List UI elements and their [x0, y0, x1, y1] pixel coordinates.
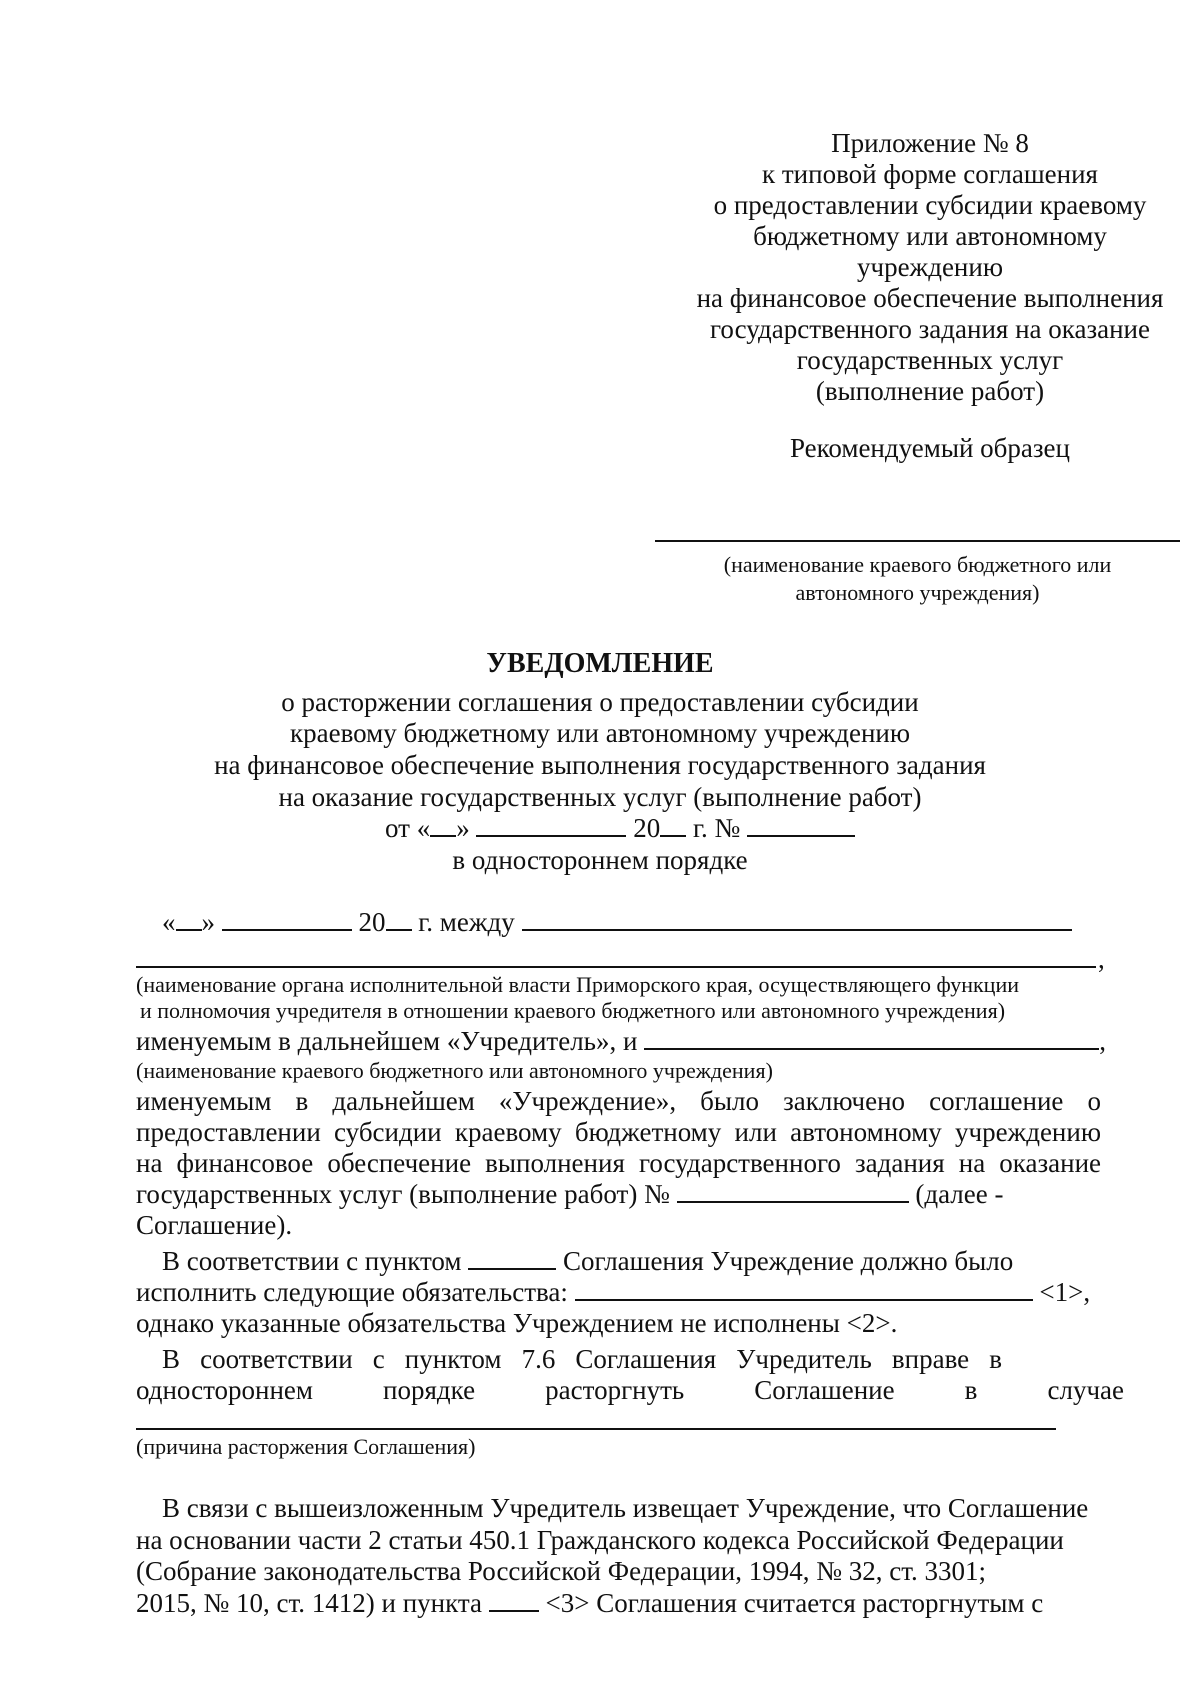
month-blank	[476, 813, 626, 837]
appendix-line: бюджетному или автономному	[753, 221, 1107, 251]
obligations-label: исполнить следующие обязательства:	[136, 1277, 568, 1307]
p3-line-2: одностороннем порядке расторгнуть Соглашение в случае	[136, 1375, 1124, 1405]
date-quote-close: »	[456, 813, 470, 843]
appendix-header	[660, 128, 1200, 464]
notice-number-blank	[747, 813, 855, 837]
founder-name-continuation-line	[136, 966, 1096, 968]
p4-line-3: (Собрание законодательства Российской Федерации, 1994, № 32, ст. 3301;	[136, 1556, 987, 1586]
institution-name-blank	[644, 1026, 1099, 1050]
institution-comma: ,	[1099, 1026, 1106, 1056]
notice-date-line	[385, 813, 855, 844]
founder-comma: ,	[1098, 944, 1105, 974]
year-blank	[660, 813, 686, 837]
p3-line-1: В соответствии с пунктом 7.6 Соглашения Учредитель вправе в	[162, 1344, 1002, 1374]
agreement-year-blank	[386, 907, 412, 931]
appendix-line: к типовой форме соглашения	[762, 159, 1098, 189]
day-blank	[430, 813, 456, 837]
reason-caption: (причина расторжения Соглашения)	[136, 1434, 476, 1459]
agreement-year-prefix: 20	[358, 907, 386, 937]
clause-3-blank	[489, 1588, 539, 1612]
recipient-caption-2: автономного учреждения)	[795, 580, 1040, 605]
notice-title: УВЕДОМЛЕНИЕ	[486, 648, 714, 679]
agreement-day-blank	[176, 907, 202, 931]
obligation-label: Соглашения Учреждение должно было	[562, 1246, 1014, 1276]
number-label: г. №	[692, 813, 741, 843]
notice-subtitle-2: краевому бюджетному или автономному учреждению	[289, 718, 911, 748]
named-founder-label: именуемым в дальнейшем «Учредитель», и	[136, 1026, 638, 1056]
agreement-number-label: государственных услуг (выполнение работ) №	[136, 1179, 670, 1209]
recommended-sample-label: Рекомендуемый образец	[789, 433, 1070, 463]
date-open-quote: «	[162, 907, 176, 937]
date-from-label: от «	[385, 813, 431, 843]
p4-line-2: на основании части 2 статьи 450.1 Гражданского кодекса Российской Федерации	[136, 1525, 1064, 1555]
founder-caption-1: (наименование органа исполнительной власти Приморского края, осуществляющего функции	[136, 972, 1019, 997]
agreement-date-line	[162, 907, 1072, 938]
founder-name-blank	[522, 907, 1072, 931]
footnote-1: <1>,	[1039, 1277, 1091, 1307]
appendix-line: (выполнение работ)	[815, 376, 1045, 406]
p1-line-1: именуемым в дальнейшем «Учреждение», было заключено соглашение о	[136, 1086, 1101, 1116]
appendix-line: о предоставлении субсидии краевому	[713, 190, 1147, 220]
p2-line-3: однако указанные обязательства Учреждением не исполнены <2>.	[136, 1308, 898, 1338]
reason-blank-line	[136, 1428, 1056, 1430]
agreement-month-blank	[222, 907, 352, 931]
recipient-caption-1: (наименование краевого бюджетного или	[723, 552, 1112, 577]
appendix-line: на финансовое обеспечение выполнения	[696, 283, 1164, 313]
appendix-line: Приложение № 8	[831, 128, 1029, 158]
notice-subtitle-1: о расторжении соглашения о предоставлении субсидии	[281, 687, 919, 717]
notice-subtitle-4: на оказание государственных услуг (выполнение работ)	[278, 782, 922, 812]
p4-line-1: В связи с вышеизложенным Учредитель извещает Учреждение, что Соглашение	[162, 1493, 1089, 1523]
hereinafter-label: (далее -	[915, 1179, 1004, 1209]
recipient-name-line	[655, 540, 1180, 542]
year-prefix: 20	[633, 813, 661, 843]
institution-caption: (наименование краевого бюджетного или автономного учреждения)	[136, 1058, 773, 1083]
terminated-label: <3> Соглашения считается расторгнутым с	[545, 1588, 1044, 1618]
appendix-line: учреждению	[856, 252, 1003, 282]
p1-line-5: Соглашение).	[136, 1210, 293, 1240]
p1-line-3: на финансовое обеспечение выполнения государственного задания на оказание	[136, 1148, 1101, 1178]
p1-line-4	[136, 1179, 1101, 1210]
notice-subtitle-3: на финансовое обеспечение выполнения государственного задания	[214, 750, 986, 780]
clause-label: 2015, № 10, ст. 1412) и пункта	[136, 1588, 482, 1618]
named-founder-line	[136, 1026, 1121, 1057]
p1-line-2: предоставлении субсидии краевому бюджетному или автономному учреждению	[136, 1117, 1101, 1147]
according-to-clause-label: В соответствии с пунктом	[162, 1246, 462, 1276]
obligations-blank	[575, 1277, 1033, 1301]
notice-subtitle-6: в одностороннем порядке	[452, 845, 748, 875]
founder-caption-2: и полномочия учредителя в отношении краевого бюджетного или автономного учреждения)	[140, 998, 1006, 1023]
clause-number-blank	[468, 1246, 556, 1270]
p4-line-4	[136, 1588, 1043, 1619]
between-label: г. между	[418, 907, 515, 937]
p2-line-1	[162, 1246, 1102, 1277]
appendix-line: государственного задания на оказание	[710, 314, 1150, 344]
agreement-number-blank	[677, 1179, 909, 1203]
p2-line-2	[136, 1277, 1111, 1308]
appendix-line: государственных услуг	[796, 345, 1064, 375]
date-close-quote: »	[201, 907, 215, 937]
